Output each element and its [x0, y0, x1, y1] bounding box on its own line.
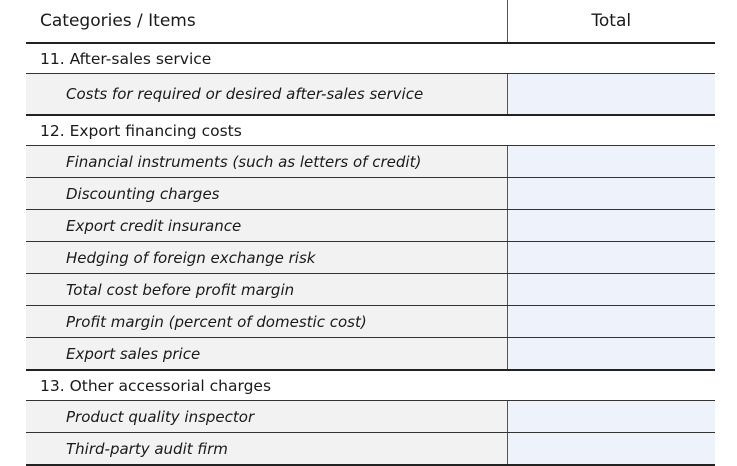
section-row [26, 43, 715, 74]
table-row [26, 338, 715, 371]
item-label: Total cost before profit margin [26, 274, 507, 306]
section-row [26, 370, 715, 401]
section-title: 12. Export financing costs [26, 115, 715, 146]
total-cell[interactable] [507, 433, 715, 466]
item-label: Third-party audit firm [26, 433, 507, 466]
item-label: Discounting charges [26, 178, 507, 210]
item-label: Export credit insurance [26, 210, 507, 242]
table-row [26, 242, 715, 274]
table-row [26, 401, 715, 433]
item-label: Export sales price [26, 338, 507, 371]
table-row [26, 433, 715, 466]
table-row [26, 74, 715, 116]
cost-table [26, 0, 715, 466]
table-row [26, 306, 715, 338]
total-cell[interactable] [507, 146, 715, 178]
table-row [26, 274, 715, 306]
total-cell[interactable] [507, 74, 715, 116]
total-cell[interactable] [507, 306, 715, 338]
item-label: Product quality inspector [26, 401, 507, 433]
header-row [26, 0, 715, 43]
table-row [26, 210, 715, 242]
section-row [26, 115, 715, 146]
section-title: 13. Other accessorial charges [26, 370, 715, 401]
item-label: Hedging of foreign exchange risk [26, 242, 507, 274]
total-cell[interactable] [507, 274, 715, 306]
table-row [26, 178, 715, 210]
item-label: Costs for required or desired after-sales service [26, 74, 507, 116]
header-total: Total [507, 0, 715, 43]
total-cell[interactable] [507, 242, 715, 274]
table-row [26, 146, 715, 178]
item-label: Financial instruments (such as letters of credit) [26, 146, 507, 178]
header-categories: Categories / Items [26, 0, 507, 43]
cost-table-container [26, 0, 715, 466]
total-cell[interactable] [507, 338, 715, 371]
section-title: 11. After-sales service [26, 43, 715, 74]
total-cell[interactable] [507, 210, 715, 242]
total-cell[interactable] [507, 401, 715, 433]
total-cell[interactable] [507, 178, 715, 210]
item-label: Profit margin (percent of domestic cost) [26, 306, 507, 338]
